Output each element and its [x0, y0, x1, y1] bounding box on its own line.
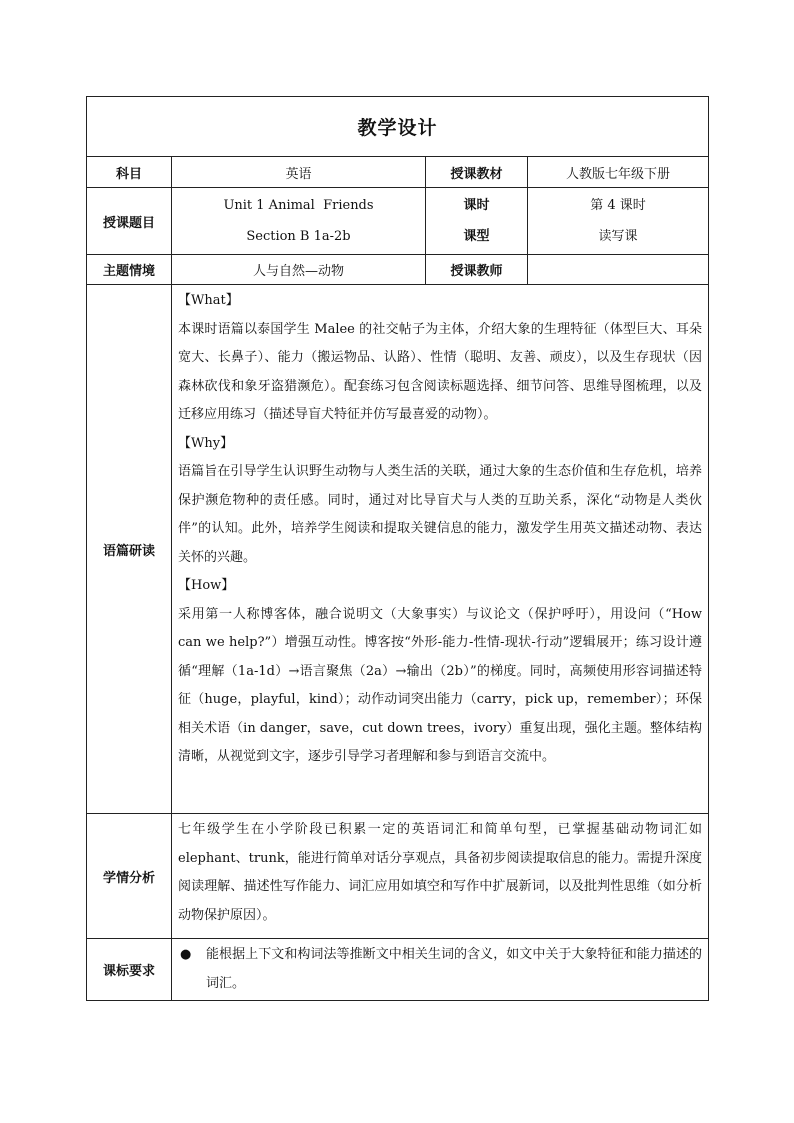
title-row [87, 97, 709, 157]
why-paragraph: 语篇旨在引导学生认识野生动物与人类生活的关联，通过大象的生态价值和生存危机，培养保护濒危物种的责任感。同时，通过对比导盲犬与人类的互助关系，深化“动物是人类伙伴”的认知。此外，培养学生阅读和提取关键信息的能力，激发学生用英文描述动物、表达关怀的兴趣。 [178, 464, 703, 565]
lesson-plan-table [86, 96, 709, 1001]
learner-analysis-row [87, 814, 709, 939]
textbook-value: 人教版七年级下册 [528, 157, 709, 188]
topic-section: Section B 1a-2b [246, 229, 351, 244]
theme-row [87, 255, 709, 285]
topic-unit: Unit 1 Animal Friends [223, 198, 374, 213]
curriculum-standards-content [172, 939, 709, 1001]
topic-label: 授课题目 [87, 188, 172, 255]
text-analysis-label: 语篇研读 [87, 285, 172, 814]
what-paragraph: 本课时语篇以泰国学生 Malee 的社交帖子为主体，介绍大象的生理特征（体型巨大、耳朵宽大、长鼻子）、能力（搬运物品、认路）、性情（聪明、友善、顽皮），以及生存现状（因森林砍伐和象牙盗猎濒危）。配套练习包含阅读标题选择、细节问答、思维导图梳理，以及迁移应用练习（描述导盲犬特征并仿写最喜爱的动物）。 [178, 321, 703, 422]
teacher-label: 授课教师 [426, 255, 528, 285]
curriculum-standards-label: 课标要求 [87, 939, 172, 1001]
subject-value: 英语 [172, 157, 426, 188]
learner-analysis-label: 学情分析 [87, 814, 172, 939]
document-title: 教学设计 [87, 97, 709, 157]
learner-analysis-text: 七年级学生在小学阶段已积累一定的英语词汇和简单句型，已掌握基础动物词汇如 elephant、trunk，能进行简单对话分享观点，具备初步阅读提取信息的能力。需提升深度阅读理解、描述性写作能力、词汇应用如填空和写作中扩展新词，以及批判性思维（如分析动物保护原因）。 [172, 814, 709, 939]
standards-item-text: 能根据上下文和构词法等推断文中相关生词的含义，如文中关于大象特征和能力描述的词汇。 [206, 947, 703, 991]
teacher-value [528, 255, 709, 285]
textbook-label: 授课教材 [426, 157, 528, 188]
bullet-icon: ● [180, 947, 192, 962]
theme-value: 人与自然—动物 [172, 255, 426, 285]
period-type-values [528, 188, 709, 255]
why-heading: 【Why】 [178, 435, 234, 451]
how-heading: 【How】 [178, 578, 235, 593]
topic-row [87, 188, 709, 255]
standards-list-item [178, 941, 702, 998]
lesson-type-value: 读写课 [598, 229, 638, 244]
period-value: 第 4 课时 [590, 198, 646, 213]
how-paragraph: 采用第一人称博客体，融合说明文（大象事实）与议论文（保护呼吁），用设问（“How can we help?”）增强互动性。博客按“外形-能力-性情-现状-行动”逻辑展开；练习设计遵循“理解（1a-1d）→语言聚焦（2a）→输出（2b）”的梯度。同时，高频使用形容词描述特征（huge，playful，kind）；动作动词突出能力（carry，pick up，remember）；环保相关术语（in danger，save，cut down trees，ivory）重复出现，强化主题。整体结构清晰，从视觉到文字，逐步引导学习者理解和参与到语言交流中。 [178, 606, 703, 764]
theme-label: 主题情境 [87, 255, 172, 285]
lesson-type-label: 课型 [463, 229, 490, 244]
subject-row [87, 157, 709, 188]
text-analysis-row [87, 285, 709, 814]
what-heading: 【What】 [178, 293, 239, 308]
curriculum-standards-row [87, 939, 709, 1001]
period-type-labels [426, 188, 528, 255]
text-analysis-content [172, 285, 709, 814]
topic-value [172, 188, 426, 255]
subject-label: 科目 [87, 157, 172, 188]
period-label: 课时 [463, 198, 490, 213]
